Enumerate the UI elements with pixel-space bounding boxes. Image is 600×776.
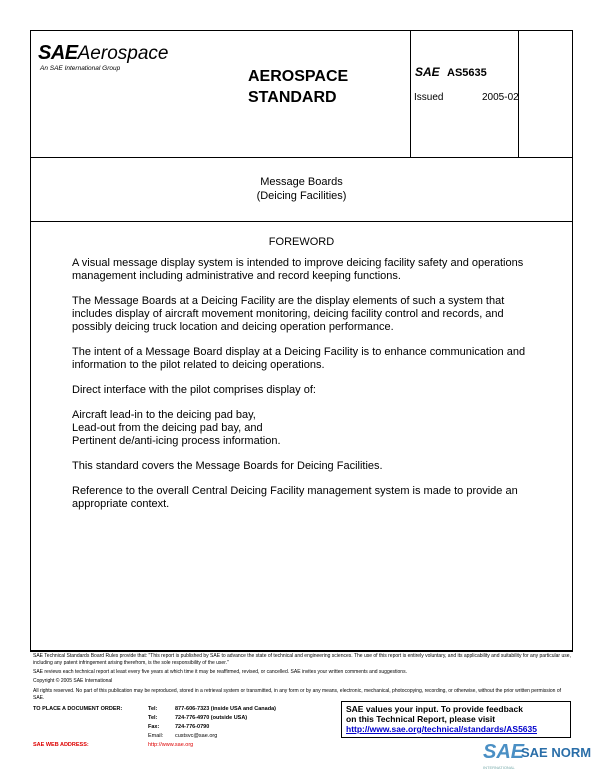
paragraph-3: The intent of a Message Board display at a Deicing Facility is to enhance communication and information to the pilot related to deicing operations. <box>72 346 526 371</box>
paragraph-4: Direct interface with the pilot comprises display of: <box>72 384 316 396</box>
watermark-tagline: INTERNATIONAL <box>483 765 515 770</box>
email-address[interactable]: custsvc@sae.org <box>175 733 218 739</box>
footer-rules-text: SAE Technical Standards Board Rules provide that: "This report is published by SAE to advance the state of technical and engineering sciences. The use of this report is entirely voluntary, and its applicability and suitability for any particular use, including any patent infringement arising therefrom, is the sole responsibility of the user." <box>33 653 571 666</box>
body-top-rule <box>30 221 573 222</box>
tel-inside: 877-606-7323 (inside USA and Canada) <box>175 706 276 712</box>
doc-number: AS5635 <box>447 67 487 79</box>
feedback-line2: on this Technical Report, please visit <box>346 714 496 724</box>
issued-label: Issued <box>414 92 444 103</box>
header-divider-vertical <box>410 30 411 158</box>
web-address[interactable]: http://www.sae.org <box>148 742 194 748</box>
feedback-link[interactable]: http://www.sae.org/technical/standards/AS5635 <box>346 724 537 734</box>
footer-copyright: Copyright © 2005 SAE International <box>33 678 113 684</box>
order-label: TO PLACE A DOCUMENT ORDER: <box>33 706 123 712</box>
sae-aerospace-logo <box>38 42 168 65</box>
feedback-box <box>341 701 571 738</box>
footer-review-text: SAE reviews each technical report at least every five years at which time it may be reaffirmed, revised, or cancelled. SAE invites your written comments and suggestions. <box>33 669 407 675</box>
doc-type-line1: AEROSPACE <box>248 68 349 85</box>
logo-tagline: An SAE International Group <box>40 65 121 72</box>
doc-type-line2: STANDARD <box>248 89 337 106</box>
sae-mark: SAE <box>415 65 440 79</box>
foreword-heading: FOREWORD <box>268 236 335 248</box>
feedback-line1: SAE values your input. To provide feedback <box>346 704 523 714</box>
watermark-sae-mark: SAE <box>483 741 525 763</box>
fax-number: 724-776-0790 <box>175 724 210 730</box>
tel-label: Tel: <box>148 706 158 712</box>
pilot-display-list <box>72 409 542 448</box>
foreword-body <box>72 257 542 511</box>
paragraph-2: The Message Boards at a Deicing Facility are the display elements of such a system that includes display of aircraft movement monitoring, deicing facility control and records, and possibly deicing truck location and deicing operation performance. <box>72 295 505 333</box>
watermark-norm-text: SAE NORM <box>521 745 592 760</box>
fax-label: Fax: <box>148 724 160 730</box>
footer-rule <box>30 651 573 652</box>
logo-aerospace: Aerospace <box>77 43 169 64</box>
web-label: SAE WEB ADDRESS: <box>33 742 89 748</box>
list-item: Aircraft lead-in to the deicing pad bay, <box>72 409 256 421</box>
sae-norm-watermark <box>483 741 593 773</box>
list-item: Lead-out from the deicing pad bay, and <box>72 422 263 434</box>
footer-rights: All rights reserved. No part of this publication may be reproduced, stored in a retrieval system or transmitted, in any form or by any means, electronic, mechanical, photocopying, recording, or otherwise, without the prior written permission of SAE. <box>33 688 562 701</box>
paragraph-5: This standard covers the Message Boards for Deicing Facilities. <box>72 460 383 472</box>
doc-type-title <box>248 66 348 108</box>
tel-label-2: Tel: <box>148 715 158 721</box>
paragraph-6: Reference to the overall Central Deicing Facility management system is made to provide an appropriate context. <box>72 485 518 510</box>
list-item: Pertinent de/anti-icing process information. <box>72 435 281 447</box>
email-label: Email: <box>148 733 164 739</box>
issued-date: 2005-02 <box>482 92 519 103</box>
doc-title-line2: (Deicing Facilities) <box>256 190 347 202</box>
paragraph-1: A visual message display system is intended to improve deicing facility safety and operations management including administrative and record keeping functions. <box>72 257 524 282</box>
logo-sae: SAE <box>38 42 78 64</box>
tel-outside: 724-776-4970 (outside USA) <box>175 715 248 721</box>
doc-title-line1: Message Boards <box>260 176 343 188</box>
